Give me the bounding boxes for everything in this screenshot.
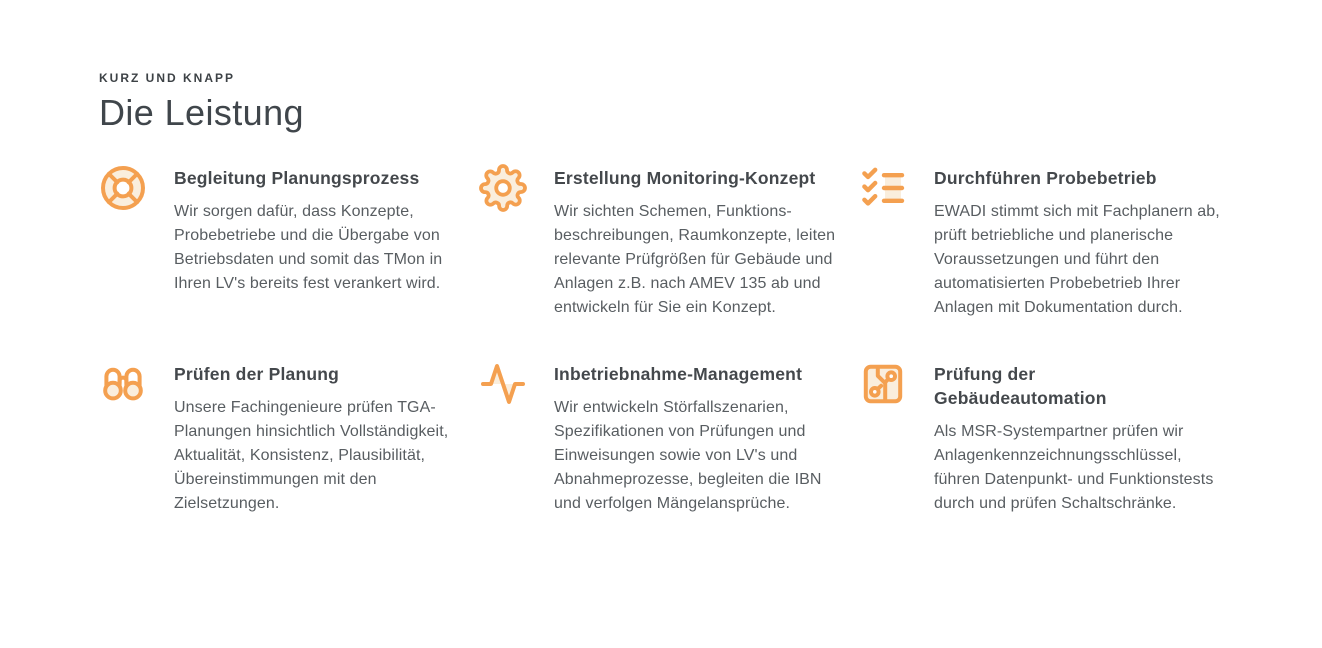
activity-icon xyxy=(479,360,527,408)
feature-title: Inbetriebnahme-Management xyxy=(554,364,803,384)
circuit-board-icon xyxy=(859,360,907,408)
binoculars-icon xyxy=(99,360,147,408)
feature-title: Begleitung Planungsprozess xyxy=(174,168,420,188)
feature-card-durchfuehren-probebetrieb xyxy=(859,164,1239,320)
feature-title: Prüfung der Gebäudeautomation xyxy=(934,364,1107,408)
checklist-icon xyxy=(859,164,907,212)
feature-body: EWADI stimmt sich mit Fachplanern ab, prüft betriebliche und planerische Voraussetzungen und führt den automatisierten Probebetrieb Ihrer Anlagen mit Dokumentation durch. xyxy=(934,203,1220,316)
feature-body: Wir sorgen dafür, dass Konzepte, Probebetriebe und die Übergabe von Betriebsdaten und somit das TMon in Ihren LV's bereits fest verankert wird. xyxy=(174,203,443,292)
feature-card-pruefen-der-planung xyxy=(99,360,479,516)
gear-icon xyxy=(479,164,527,212)
feature-title: Prüfen der Planung xyxy=(174,364,340,384)
feature-card-erstellung-monitoring-konzept xyxy=(479,164,859,320)
life-buoy-icon xyxy=(99,164,147,212)
feature-card-pruefung-der-gebaeudeautomation xyxy=(859,360,1239,516)
feature-title: Erstellung Monitoring-Konzept xyxy=(554,168,816,188)
feature-body: Wir entwickeln Störfallszenarien, Spezifikationen von Prüfungen und Einweisungen sowie von LV's und Abnahmeprozesse, begleiten die IBN und verfolgen Mängelansprüche. xyxy=(554,399,822,512)
page-title: Die Leistung xyxy=(99,92,304,133)
feature-body: Als MSR-Systempartner prüfen wir Anlagenkennzeichnungsschlüssel, führen Datenpunkt- und Funktionstests durch und prüfen Schaltschränke. xyxy=(934,423,1214,512)
feature-body: Unsere Fachingenieure prüfen TGA-Planungen hinsichtlich Vollständigkeit, Aktualität, Konsistenz, Plausibilität, Übereinstimmungen mit den Zielsetzungen. xyxy=(174,399,449,512)
feature-card-inbetriebnahme-management xyxy=(479,360,859,516)
features-grid xyxy=(99,164,1322,516)
feature-title: Durchführen Probebetrieb xyxy=(934,168,1157,188)
feature-body: Wir sichten Schemen, Funktions-beschreibungen, Raumkonzepte, leiten relevante Prüfgrößen für Gebäude und Anlagen z.B. nach AMEV 135 ab und entwickeln für Sie ein Konzept. xyxy=(554,203,836,316)
section-eyebrow: KURZ UND KNAPP xyxy=(99,71,235,85)
feature-card-begleitung-planungsprozess xyxy=(99,164,479,296)
